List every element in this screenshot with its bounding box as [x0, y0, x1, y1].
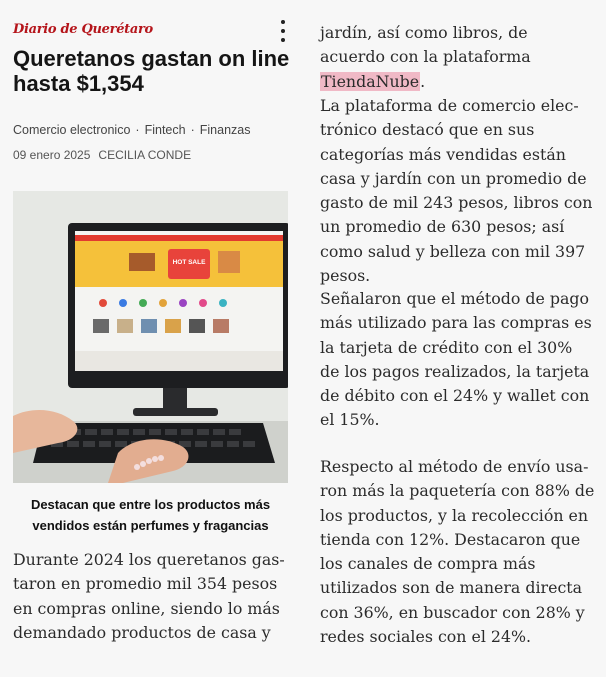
banner-text: HOT SALE — [172, 259, 206, 266]
article-left-column — [13, 0, 297, 677]
photo-caption: Destacan que entre los productos más vendidos están perfumes y fragancias — [30, 497, 271, 533]
site-logo[interactable]: Diario de Querétaro — [13, 22, 153, 37]
byline — [13, 148, 191, 162]
article-paragraph: Respecto al método de envío usaron más la paquetería con 88% de los productos, y la recolección en tienda con 12%. Destacaron que los canales de compra más utilizados son de manera directa con 36%, en buscador con 28% y redes sociales con el 24%. — [320, 457, 595, 647]
paragraph-text: . — [420, 71, 426, 91]
article-right-column — [320, 0, 594, 677]
publish-date: 09 enero 2025 — [13, 148, 91, 162]
tag-link[interactable]: Comercio electronico — [13, 123, 131, 137]
article-paragraph: Durante 2024 los queretanos gastaron en promedio mil 354 pesos en compras online, siendo lo más demandado productos de casa y — [13, 550, 285, 642]
paragraph-text: jardín, así como libros, de acuerdo con la plataforma — [320, 23, 531, 67]
more-vertical-icon[interactable] — [277, 20, 289, 42]
author-name[interactable]: CECILIA CONDE — [98, 148, 192, 162]
tag-list — [13, 123, 297, 137]
article-photo — [13, 191, 288, 483]
article-paragraph — [320, 21, 595, 94]
article-paragraph: Señalaron que el método de pago más utilizado para las compras es la tarjeta de crédito con el 30% de los pagos realizados, la tarjeta de débito con el 24% y wallet con el 15%. — [320, 289, 592, 430]
article-headline: Queretanos gastan on line hasta $1,354 — [13, 46, 290, 96]
tiendanube-link[interactable]: TiendaNube — [321, 71, 420, 91]
article-paragraph: La plataforma de comercio electrónico destacó que en sus categorías más vendidas están casa y jardín con un promedio de gasto de mil 243 pesos, libros con un promedio de 630 pesos; así como salud y belleza con mil 397 pesos. — [320, 96, 593, 286]
tag-link[interactable]: Fintech — [144, 123, 186, 137]
tag-separator: · — [135, 123, 140, 137]
tag-separator: · — [190, 123, 195, 137]
photo-illustration — [13, 191, 288, 483]
tag-link[interactable]: Finanzas — [199, 123, 251, 137]
